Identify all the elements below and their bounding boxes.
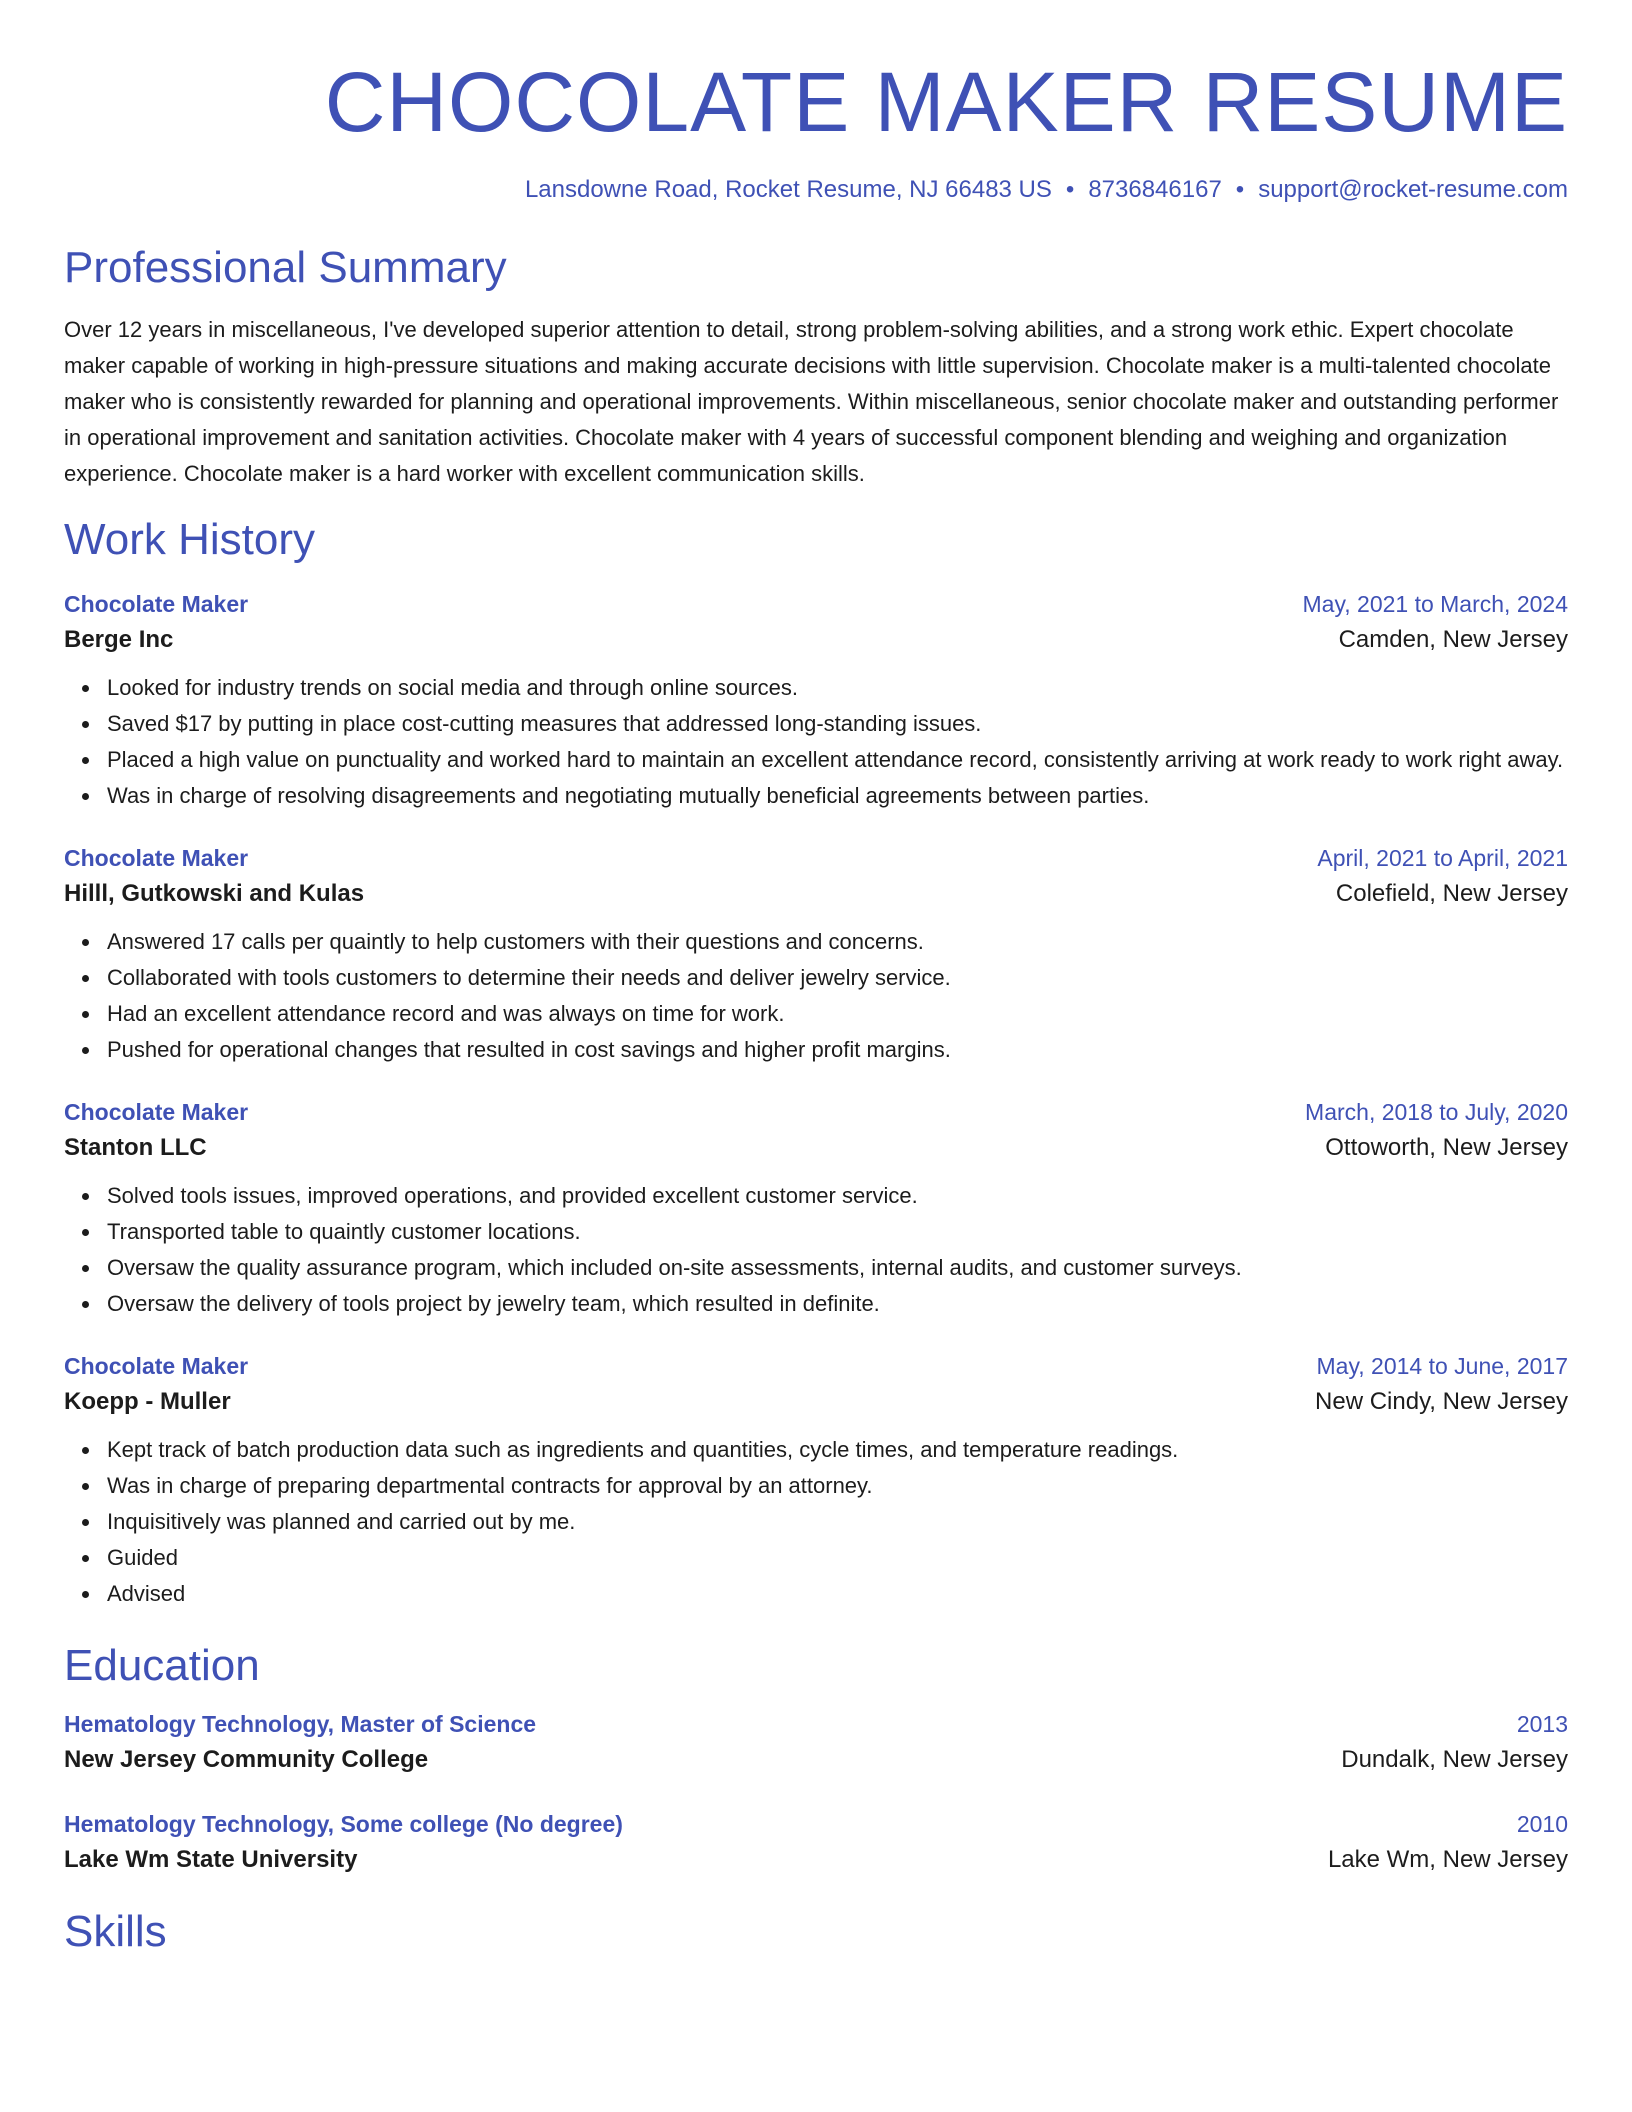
education-header-row [64, 1708, 1568, 1740]
job-bullet: Oversaw the delivery of tools project by jewelry team, which resulted in definite. [107, 1286, 1568, 1322]
contact-address: Lansdowne Road, Rocket Resume, NJ 66483 US [524, 176, 1052, 203]
job-bullet: Inquisitively was planned and carried out by me. [107, 1504, 1568, 1540]
job-location: New Cindy, New Jersey [1315, 1388, 1568, 1415]
contact-email[interactable]: support@rocket-resume.com [1258, 176, 1568, 203]
contact-separator: • [1065, 176, 1075, 203]
job-dates: May, 2021 to March, 2024 [1302, 591, 1568, 617]
skills-heading: Skills [64, 1907, 167, 1956]
job-bullet: Looked for industry trends on social media and through online sources. [107, 670, 1568, 706]
job-bullet: Placed a high value on punctuality and worked hard to maintain an excellent attendance record, consistently arriving at work ready to work right away. [107, 742, 1568, 778]
job-entry [64, 1350, 1568, 1612]
education-heading: Education [64, 1641, 260, 1690]
job-dates: May, 2014 to June, 2017 [1316, 1353, 1568, 1379]
job-location: Ottoworth, New Jersey [1325, 1134, 1568, 1161]
job-bullet: Kept track of batch production data such as ingredients and quantities, cycle times, and temperature readings. [107, 1432, 1568, 1468]
job-company-row [64, 874, 1568, 914]
job-title: Chocolate Maker [64, 1099, 249, 1125]
job-bullet: Guided [107, 1540, 1568, 1576]
education-entry [64, 1708, 1568, 1780]
job-company-row [64, 1382, 1568, 1422]
education-school-row [64, 1840, 1568, 1880]
contact-separator: • [1235, 176, 1245, 203]
job-entry [64, 588, 1568, 814]
job-bullet: Transported table to quaintly customer locations. [107, 1214, 1568, 1250]
job-header-row [64, 1096, 1568, 1128]
job-location: Camden, New Jersey [1338, 626, 1568, 653]
education-entry [64, 1808, 1568, 1880]
summary-text: Over 12 years in miscellaneous, I've developed superior attention to detail, strong problem-solving abilities, and a strong work ethic. Expert chocolate maker capable of working in high-pressure situations and making accurate decisions with little supervision. Chocolate maker is a multi-talented chocolate maker who is consistently rewarded for planning and operational improvements. Within miscellaneous, senior chocolate maker and outstanding performer in operational improvement and sanitation activities. Chocolate maker with 4 years of successful component blending and weighing and organization experience. Chocolate maker is a hard worker with excellent communication skills. [64, 317, 1559, 486]
education-location: Dundalk, New Jersey [1341, 1746, 1568, 1773]
job-bullet: Advised [107, 1576, 1568, 1612]
education-year: 2013 [1516, 1711, 1568, 1737]
education-location: Lake Wm, New Jersey [1327, 1846, 1568, 1873]
education-header-row [64, 1808, 1568, 1840]
job-company: Berge Inc [64, 626, 174, 653]
job-title: Chocolate Maker [64, 1353, 249, 1379]
job-title: Chocolate Maker [64, 845, 249, 871]
job-bullet: Was in charge of preparing departmental contracts for approval by an attorney. [107, 1468, 1568, 1504]
job-header-row [64, 842, 1568, 874]
job-bullets [64, 670, 1568, 814]
job-title: Chocolate Maker [64, 591, 249, 617]
job-company-row [64, 1128, 1568, 1168]
job-bullet: Oversaw the quality assurance program, which included on-site assessments, internal audits, and customer surveys. [107, 1250, 1568, 1286]
job-entry [64, 1096, 1568, 1322]
contact-phone: 8736846167 [1088, 176, 1222, 203]
job-bullets [64, 924, 1568, 1068]
resume-title: CHOCOLATE MAKER RESUME [324, 55, 1568, 149]
job-location: Colefield, New Jersey [1335, 880, 1568, 907]
education-degree: Hematology Technology, Some college (No degree) [64, 1811, 623, 1837]
education-year: 2010 [1516, 1811, 1568, 1837]
education-degree: Hematology Technology, Master of Science [64, 1711, 537, 1737]
education-school: New Jersey Community College [64, 1746, 429, 1773]
summary-heading: Professional Summary [64, 243, 507, 292]
job-bullet: Solved tools issues, improved operations, and provided excellent customer service. [107, 1178, 1568, 1214]
job-bullet: Pushed for operational changes that resulted in cost savings and higher profit margins. [107, 1032, 1568, 1068]
job-bullet: Saved $17 by putting in place cost-cutting measures that addressed long-standing issues. [107, 706, 1568, 742]
job-bullet: Answered 17 calls per quaintly to help customers with their questions and concerns. [107, 924, 1568, 960]
education-school-row [64, 1740, 1568, 1780]
job-company: Hilll, Gutkowski and Kulas [64, 880, 365, 907]
education-school: Lake Wm State University [64, 1846, 358, 1873]
job-header-row [64, 588, 1568, 620]
job-bullet: Had an excellent attendance record and was always on time for work. [107, 996, 1568, 1032]
job-entry [64, 842, 1568, 1068]
job-company: Stanton LLC [64, 1134, 207, 1161]
job-company-row [64, 620, 1568, 660]
job-header-row [64, 1350, 1568, 1382]
job-dates: April, 2021 to April, 2021 [1317, 845, 1568, 871]
job-bullets [64, 1432, 1568, 1612]
job-dates: March, 2018 to July, 2020 [1305, 1099, 1568, 1125]
job-company: Koepp - Muller [64, 1388, 231, 1415]
job-bullet: Collaborated with tools customers to determine their needs and deliver jewelry service. [107, 960, 1568, 996]
contact-line [64, 174, 1568, 206]
job-bullet: Was in charge of resolving disagreements and negotiating mutually beneficial agreements between parties. [107, 778, 1568, 814]
work-history-heading: Work History [64, 515, 315, 564]
job-bullets [64, 1178, 1568, 1322]
